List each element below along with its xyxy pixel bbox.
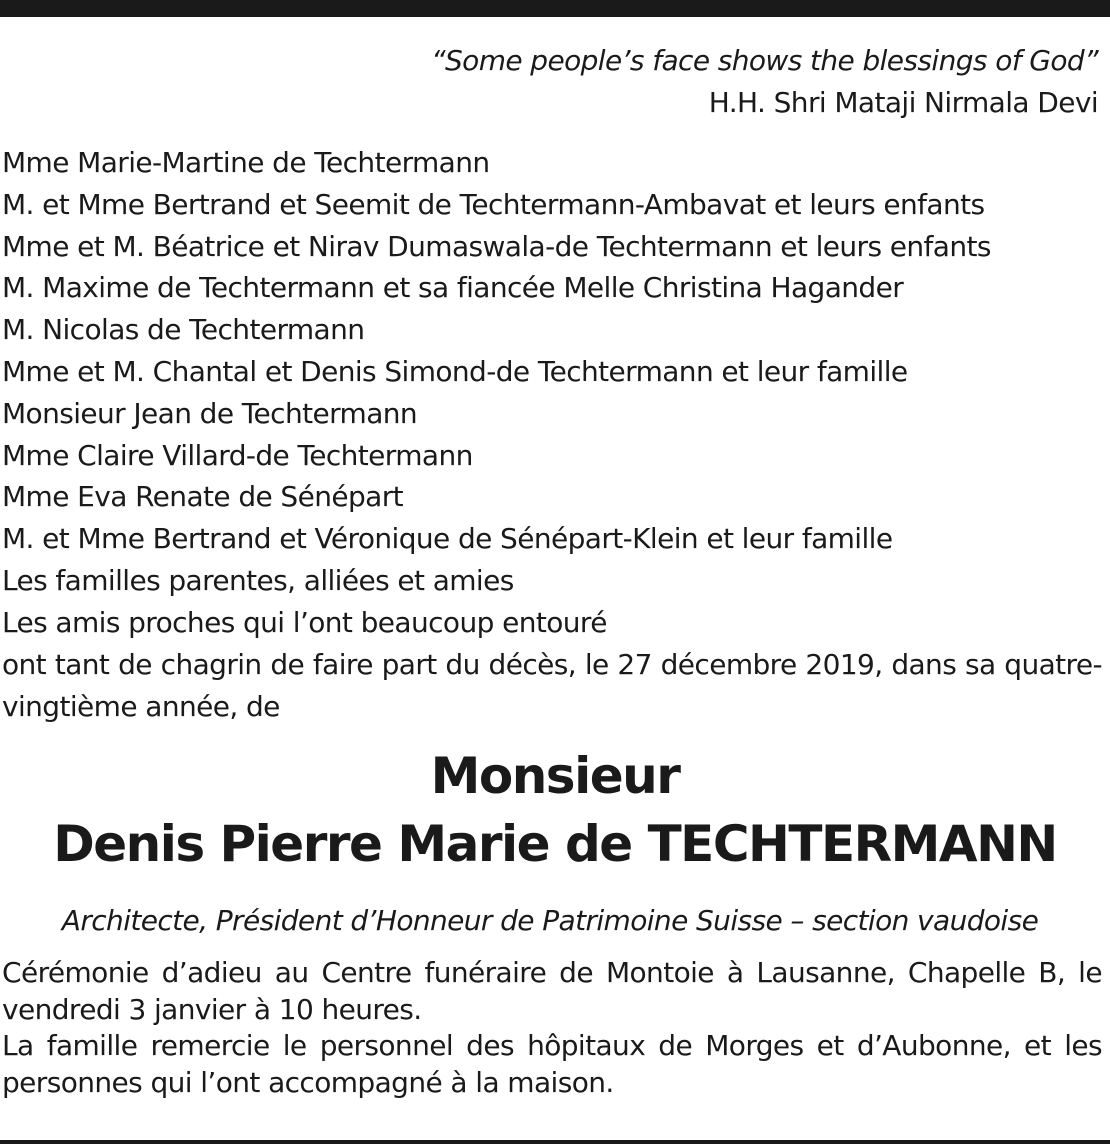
family-line: Mme et M. Béatrice et Nirav Dumaswala-de Techtermann et leurs enfants [2,229,991,263]
top-rule [0,0,1110,17]
details-block [2,955,1102,1101]
family-line: Mme et M. Chantal et Denis Simond-de Techtermann et leur famille [2,354,908,388]
deceased-name: Denis Pierre Marie de TECHTERMANN [53,815,1057,873]
family-line: Monsieur Jean de Techtermann [2,396,418,430]
announcement-text: ont tant de chagrin de faire part du décès, le 27 décembre 2019, dans sa quatre-vingtième année, de [2,648,1102,723]
deceased-name-block [0,742,1110,878]
epigraph [431,40,1098,124]
family-line: M. Nicolas de Techtermann [2,313,365,347]
family-line: M. Maxime de Techtermann et sa fiancée Melle Christina Hagander [2,271,904,305]
family-line: Les familles parentes, alliées et amies [2,563,514,597]
family-line: M. et Mme Bertrand et Véronique de Sénépart-Klein et leur famille [2,522,893,556]
family-line: Mme Claire Villard-de Techtermann [2,438,473,472]
deceased-title: Architecte, Président d’Honneur de Patrimoine Suisse – section vaudoise [61,904,1039,937]
family-line: Les amis proches qui l’ont beaucoup entouré [2,605,607,639]
ceremony-text: Cérémonie d’adieu au Centre funéraire de Montoie à Lausanne, Chapelle B, le vendredi 3 janvier à 10 heures. [2,956,1102,1026]
deceased-honorific: Monsieur [430,747,680,805]
epigraph-author: H.H. Shri Mataji Nirmala Devi [708,86,1098,119]
family-list [2,142,1106,644]
family-line: M. et Mme Bertrand et Seemit de Techtermann-Ambavat et leurs enfants [2,187,985,221]
family-line: Mme Marie-Martine de Techtermann [2,146,490,179]
bottom-rule [0,1140,1110,1144]
family-line: Mme Eva Renate de Sénépart [2,480,404,514]
thanks-text: La famille remercie le personnel des hôpitaux de Morges et d’Aubonne, et les personnes qui l’ont accompagné à la maison. [2,1029,1102,1099]
epigraph-quote: “Some people’s face shows the blessings of God” [431,44,1098,77]
